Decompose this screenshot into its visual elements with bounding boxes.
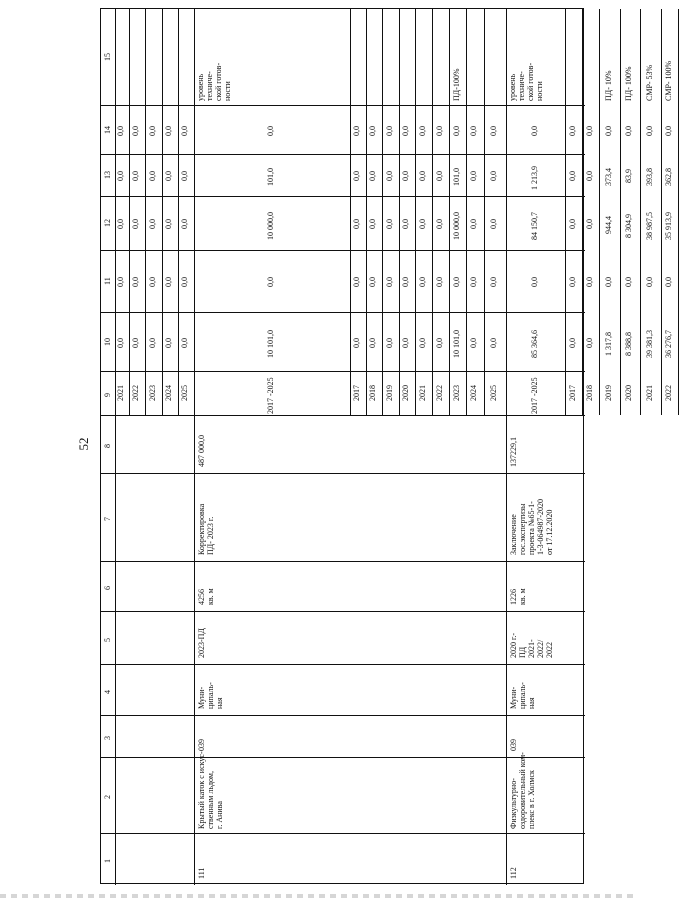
e111-total-v13: 101,0 xyxy=(266,167,275,186)
top-row-3-year: 2024 xyxy=(164,385,173,402)
e111-row-1-v10: 0,0 xyxy=(368,337,377,348)
e112-row-2-v13: 373,4 xyxy=(603,167,613,186)
e111-row-4-year: 2021 xyxy=(417,385,427,402)
top-row-3-v12: 0,0 xyxy=(164,219,173,230)
top-row-2-v11: 0,0 xyxy=(147,277,157,288)
e111-row-8-year: 2025 xyxy=(489,385,498,402)
e112-ownership: Муни- ципаль- ная xyxy=(509,682,536,709)
e111-row-3-year: 2020 xyxy=(401,385,410,402)
e112-row-3-v14: 0,0 xyxy=(624,125,633,136)
column-header-9: 9 xyxy=(103,393,112,397)
top-row-1-v12: 0,0 xyxy=(131,219,140,230)
e111-row-3-v13: 0,0 xyxy=(401,171,410,182)
column-header-7: 7 xyxy=(103,517,112,521)
top-row-3-v11: 0,0 xyxy=(164,277,173,288)
e111-row-7-v11: 0,0 xyxy=(469,277,478,288)
e111-cost: 487 000,0 xyxy=(197,435,206,467)
top-row-0-year: 2021 xyxy=(116,385,125,402)
e112-document: Заключение гос.экспертизы проекта №65-1- 1-3-064987-2020 от 17.12.2020 xyxy=(509,499,554,555)
e111-total-v14: 0,0 xyxy=(266,125,275,136)
document-table xyxy=(100,8,673,884)
e111-row-2-v11: 0,0 xyxy=(384,277,394,288)
e111-row-1-v13: 0,0 xyxy=(368,171,377,182)
e111-row-8-v14: 0,0 xyxy=(489,125,498,136)
top-row-1-year: 2022 xyxy=(131,385,140,402)
e111-row-0-v11: 0,0 xyxy=(352,277,361,288)
e112-row-4-v14: 0,0 xyxy=(644,125,654,136)
e112-row-5-v10: 36 276,7 xyxy=(663,330,673,359)
column-header-14: 14 xyxy=(103,125,112,134)
top-row-1-v13: 0,0 xyxy=(131,171,140,182)
e111-ownership: Муни- ципаль- ная xyxy=(197,682,224,709)
e111-row-8-v12: 0,0 xyxy=(489,219,498,230)
e112-row-5-v14: 0,0 xyxy=(663,125,673,136)
e112-row-1-year: 2018 xyxy=(584,385,594,402)
top-row-4-v13: 0,0 xyxy=(180,171,189,182)
e112-row-5-year: 2022 xyxy=(663,385,673,402)
top-row-2-v10: 0,0 xyxy=(147,337,157,348)
e111-row-6-year: 2023 xyxy=(451,385,461,402)
e111-period: 2023-ПД xyxy=(197,628,206,658)
e111-row-5-year: 2022 xyxy=(434,385,444,402)
e112-row-0-v14: 0,0 xyxy=(567,125,577,136)
e112-row-3-v12: 8 304,9 xyxy=(624,213,633,238)
column-header-3: 3 xyxy=(103,736,112,740)
e111-row-3-v11: 0,0 xyxy=(401,277,410,288)
top-row-1-v10: 0,0 xyxy=(131,337,140,348)
top-row-3-v13: 0,0 xyxy=(164,171,173,182)
e111-row-2-v13: 0,0 xyxy=(384,171,394,182)
e112-total-v14: 0,0 xyxy=(529,125,539,136)
e111-row-0-v10: 0,0 xyxy=(352,337,361,348)
top-row-2-v13: 0,0 xyxy=(147,171,157,182)
top-row-2-v12: 0,0 xyxy=(147,219,157,230)
e112-row-4-v11: 0,0 xyxy=(644,277,654,288)
column-header-5: 5 xyxy=(103,637,112,642)
e112-row-4-v13: 393,8 xyxy=(644,167,654,186)
e112-row-1-v13: 0,0 xyxy=(584,171,594,182)
e111-total-year: 2017 -2025 xyxy=(266,377,275,414)
e112-row-4-v10: 39 381,3 xyxy=(644,330,654,359)
e112-total-v10: 85 364,6 xyxy=(529,330,539,359)
e112-code: 039 xyxy=(509,739,518,751)
e112-row-5-v11: 0,0 xyxy=(663,277,673,288)
column-header-15: 15 xyxy=(103,53,112,61)
e111-row-6-v14: 0,0 xyxy=(451,125,461,136)
column-header-13: 13 xyxy=(103,171,112,179)
e111-row-4-v14: 0,0 xyxy=(417,125,427,136)
e111-row-5-v14: 0,0 xyxy=(434,125,444,136)
e111-row-2-year: 2019 xyxy=(384,385,394,402)
e112-total-v15: уровень техниче- ской готов- ности xyxy=(508,62,544,101)
e111-row-5-v12: 0,0 xyxy=(434,219,444,230)
e112-row-4-v12: 38 987,5 xyxy=(644,211,654,240)
e112-row-3-v13: 83,9 xyxy=(624,169,633,184)
e111-row-2-v14: 0,0 xyxy=(384,125,394,136)
top-row-4-v10: 0,0 xyxy=(180,337,189,348)
e111-code: 039 xyxy=(197,739,206,751)
e112-row-2-v14: 0,0 xyxy=(603,125,613,136)
e111-row-8-v10: 0,0 xyxy=(489,337,498,348)
e111-row-1-v12: 0,0 xyxy=(368,219,377,230)
e112-number: 112 xyxy=(509,867,518,879)
e112-capacity: 1226 кв. м xyxy=(509,588,527,605)
e111-row-4-v10: 0,0 xyxy=(417,337,427,348)
e111-row-4-v13: 0,0 xyxy=(417,171,427,182)
e111-row-0-v14: 0,0 xyxy=(352,125,361,136)
e111-row-5-v13: 0,0 xyxy=(434,171,444,182)
column-header-8: 8 xyxy=(103,444,112,448)
e112-row-1-v10: 0,0 xyxy=(584,337,594,348)
top-row-2-v14: 0,0 xyxy=(147,125,157,136)
e111-row-6-v13: 101,0 xyxy=(451,167,461,186)
column-header-2: 2 xyxy=(103,795,112,799)
e112-row-3-v15: ПД- 100% xyxy=(624,66,633,101)
column-header-10: 10 xyxy=(103,337,112,346)
e112-total-year: 2017 -2025 xyxy=(529,377,539,414)
top-row-3-v10: 0,0 xyxy=(164,337,173,348)
e112-row-2-year: 2019 xyxy=(603,385,613,402)
e112-row-3-v10: 8 388,8 xyxy=(624,332,633,357)
e111-row-4-v11: 0,0 xyxy=(417,277,427,288)
e112-row-2-v11: 0,0 xyxy=(603,277,613,288)
e111-row-5-v11: 0,0 xyxy=(434,277,444,288)
e111-row-3-v10: 0,0 xyxy=(401,337,410,348)
e111-row-7-v13: 0,0 xyxy=(469,171,478,182)
e111-row-8-v11: 0,0 xyxy=(489,277,498,288)
top-row-0-v14: 0,0 xyxy=(116,125,125,136)
column-header-4: 4 xyxy=(103,689,112,694)
top-row-4-year: 2025 xyxy=(180,385,189,402)
e111-row-6-v15: ПД-100% xyxy=(451,68,461,101)
e112-row-0-v13: 0,0 xyxy=(567,171,577,182)
e112-row-4-year: 2021 xyxy=(644,385,654,402)
e112-row-4-v15: СМР- 53% xyxy=(644,64,654,101)
e112-row-0-v12: 0,0 xyxy=(567,219,577,230)
top-row-0-v12: 0,0 xyxy=(116,219,125,230)
e112-cost: 137229,1 xyxy=(509,437,518,467)
e112-row-5-v12: 35 913,9 xyxy=(663,211,673,240)
e111-total-v11: 0,0 xyxy=(266,277,275,288)
e111-row-1-year: 2018 xyxy=(368,385,377,402)
e112-row-2-v15: ПД- 10% xyxy=(603,70,613,101)
e112-total-v13: 1 213,9 xyxy=(529,165,539,190)
e111-row-5-v10: 0,0 xyxy=(434,337,444,348)
e111-number: 111 xyxy=(197,867,206,879)
top-row-1-v14: 0,0 xyxy=(131,125,140,136)
e111-row-0-v12: 0,0 xyxy=(352,219,361,230)
top-row-4-v14: 0,0 xyxy=(180,125,189,136)
e111-row-3-v12: 0,0 xyxy=(401,219,410,230)
e111-row-1-v14: 0,0 xyxy=(368,125,377,136)
e111-total-v12: 10 000,0 xyxy=(266,211,275,240)
e111-row-0-year: 2017 xyxy=(352,385,361,402)
top-row-0-v13: 0,0 xyxy=(116,171,125,182)
e111-name: Крытый каток с искус- ственным льдом, г. Анива xyxy=(197,751,224,829)
scan-artifact xyxy=(0,894,633,898)
e112-row-2-v10: 1 317,8 xyxy=(603,332,613,357)
top-row-4-v11: 0,0 xyxy=(180,277,189,288)
top-row-3-v14: 0,0 xyxy=(164,125,173,136)
e112-period: 2020 г.- ПД 2021- 2022/ 2022 xyxy=(509,632,554,658)
e111-total-v10: 10 101,0 xyxy=(266,330,275,359)
e112-row-5-v13: 362,8 xyxy=(663,167,673,186)
e112-name: Физкультурно- оздоровительный ком- плекс в г. Холмск xyxy=(509,752,536,829)
e111-row-7-year: 2024 xyxy=(469,385,478,402)
e111-document: Корректировка ПД- 2023 г. xyxy=(197,503,215,555)
e111-row-8-v13: 0,0 xyxy=(489,171,498,182)
e111-row-6-v11: 0,0 xyxy=(451,277,461,288)
e111-row-1-v11: 0,0 xyxy=(368,277,377,288)
e111-row-7-v10: 0,0 xyxy=(469,337,478,348)
e111-row-6-v12: 10 000,0 xyxy=(451,211,461,240)
e112-total-v11: 0,0 xyxy=(529,277,539,288)
e112-row-0-v11: 0,0 xyxy=(567,277,577,288)
page-number: 52 xyxy=(76,437,91,451)
e112-row-3-v11: 0,0 xyxy=(624,277,633,288)
column-header-6: 6 xyxy=(103,586,112,590)
column-header-11: 11 xyxy=(103,277,112,285)
e112-row-0-year: 2017 xyxy=(567,385,577,402)
e112-row-1-v14: 0,0 xyxy=(584,125,594,136)
top-row-2-year: 2023 xyxy=(147,385,157,402)
top-row-0-v10: 0,0 xyxy=(116,337,125,348)
e111-row-4-v12: 0,0 xyxy=(417,219,427,230)
e111-capacity: 4256 кв. м xyxy=(197,588,215,605)
e112-row-1-v11: 0,0 xyxy=(584,277,594,288)
e112-row-5-v15: СМР- 100% xyxy=(663,60,673,101)
top-row-1-v11: 0,0 xyxy=(131,277,140,288)
e112-row-2-v12: 944,4 xyxy=(603,215,613,234)
e112-total-v12: 84 150,7 xyxy=(529,211,539,240)
top-row-0-v11: 0,0 xyxy=(116,277,125,288)
e111-row-0-v13: 0,0 xyxy=(352,171,361,182)
e111-row-7-v12: 0,0 xyxy=(469,219,478,230)
e112-row-0-v10: 0,0 xyxy=(567,337,577,348)
e111-row-6-v10: 10 101,0 xyxy=(451,330,461,359)
e111-total-v15: уровень техниче- ской готов- ности xyxy=(196,62,232,101)
e112-row-3-year: 2020 xyxy=(624,385,633,402)
column-header-12: 12 xyxy=(103,219,112,227)
e111-row-3-v14: 0,0 xyxy=(401,125,410,136)
e112-row-1-v12: 0,0 xyxy=(584,219,594,230)
e111-row-7-v14: 0,0 xyxy=(469,125,478,136)
column-header-1: 1 xyxy=(103,859,112,863)
e111-row-2-v12: 0,0 xyxy=(384,219,394,230)
e111-row-2-v10: 0,0 xyxy=(384,337,394,348)
top-row-4-v12: 0,0 xyxy=(180,219,189,230)
